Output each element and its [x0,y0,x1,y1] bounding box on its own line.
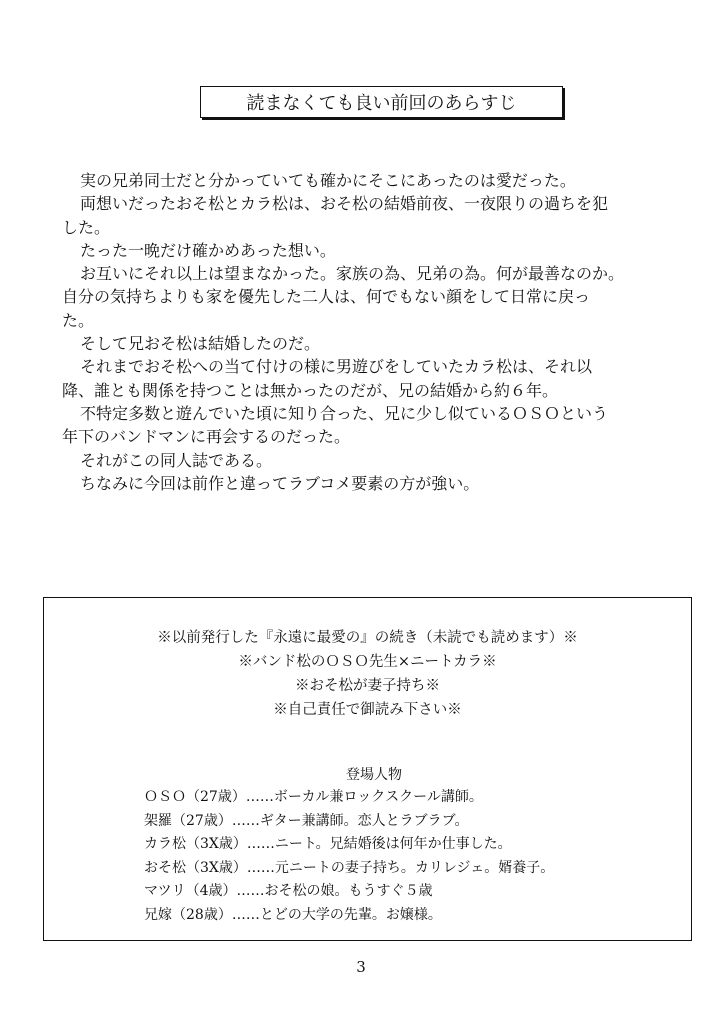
cast-item: マツリ（4歳）……おそ松の娘。もうすぐ５歳 [144,883,433,899]
cast-item: ＯＳＯ（27歳）……ボーカル兼ロックスクール講師。 [144,789,483,805]
note-line: ※以前発行した『永遠に最愛の』の続き（未読でも読めます）※ [157,630,578,646]
summary-line: それまでおそ松への当て付けの様に男遊びをしていたカラ松は、それ以 [80,357,593,377]
summary-line: 不特定多数と遊んでいた頃に知り合った、兄に少し似ているＯＳＯという [80,403,609,423]
summary-line: した。 [62,217,111,237]
notes-box [43,597,692,941]
summary-line: たった一晩だけ確かめあった想い。 [80,240,336,260]
warning-notes [44,626,691,722]
summary-line: た。 [62,310,95,330]
note-line: ※おそ松が妻子持ち※ [295,678,440,694]
cast-item: おそ松（3X歳）……元ニートの妻子持ち。カリレジェ。婿養子。 [144,859,555,876]
cast-heading: 登場人物 [346,767,402,783]
summary-line: 降、誰とも関係を持つことは無かったのだが、兄の結婚から約６年。 [62,380,559,400]
summary-line: それがこの同人誌である。 [80,450,273,470]
summary-title: 読まなくても良い前回のあらすじ [246,93,517,114]
summary-line: ちなみに今回は前作と違ってラブコメ要素の方が強い。 [80,473,480,493]
summary-line: 両想いだったおそ松とカラ松は、おそ松の結婚前夜、一夜限りの過ちを犯 [80,194,609,214]
summary-line: そして兄おそ松は結婚したのだ。 [80,334,321,354]
note-line: ※自己責任で御読み下さい※ [273,702,462,718]
summary-line: 年下のバンドマンに再会するのだった。 [62,427,351,447]
cast-item: 架羅（27歳）……ギター兼講師。恋人とラブラブ。 [144,812,469,829]
cast-item: カラ松（3X歳）……ニート。兄結婚後は何年か仕事した。 [144,836,512,852]
cast-list [144,786,554,927]
note-line: ※バンド松のＯＳＯ先生×ニートカラ※ [238,654,497,670]
cast-item: 兄嫁（28歳）……とどの大学の先輩。お嬢様。 [144,906,442,923]
summary-text [62,169,694,495]
page-number: 3 [356,958,366,976]
summary-line: 実の兄弟同士だと分かっていても確かにそこにあったのは愛だった。 [80,171,576,190]
summary-title-box [200,86,563,118]
summary-line: 自分の気持ちよりも家を優先した二人は、何でもない顔をして日常に戻っ [62,287,591,307]
summary-line: お互いにそれ以上は望まなかった。家族の為、兄弟の為。何が最善なのか。 [80,264,625,284]
